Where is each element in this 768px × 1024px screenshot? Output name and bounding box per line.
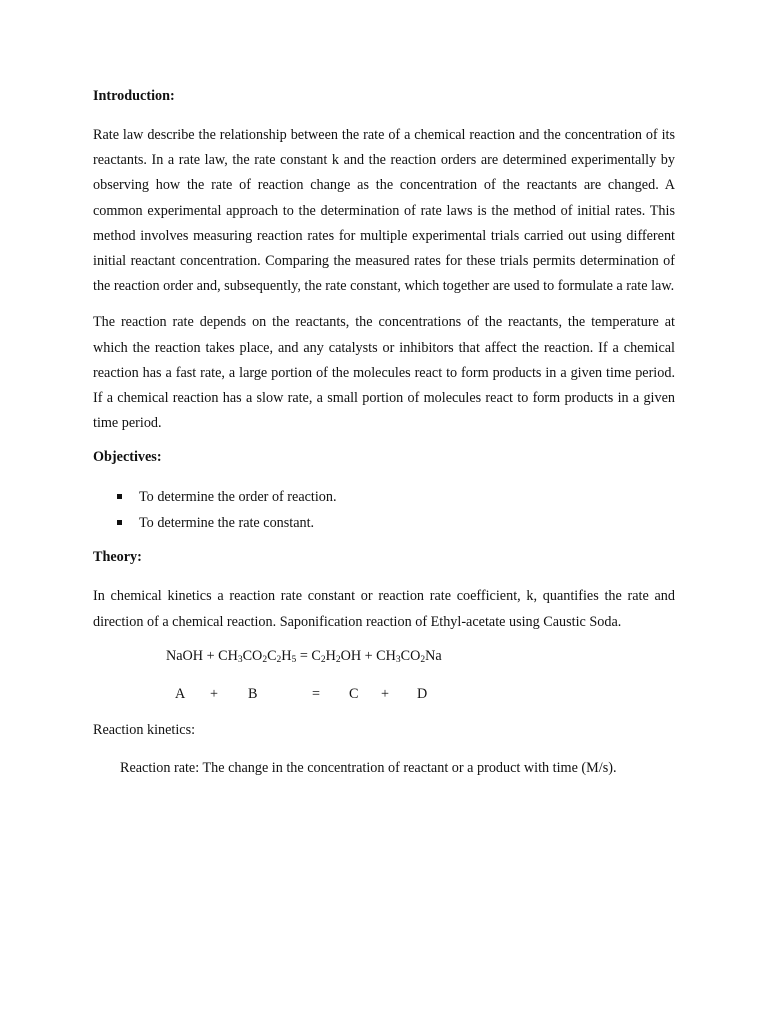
reaction-letters bbox=[93, 684, 675, 704]
introduction-paragraph-2: The reaction rate depends on the reactants, the concentrations of the reactants, the temperature at which the reaction takes place, and any catalysts or inhibitors that affect the reaction. If a chemical reaction has a fast rate, a large portion of the molecules react to form products in a given time period. If a chemical reaction has a slow rate, a small portion of molecules react to form products in a given time period. bbox=[93, 314, 675, 432]
plus-sign: + bbox=[210, 685, 219, 702]
introduction-paragraph-1: Rate law describe the relationship between the rate of a chemical reaction and the concentration of its reactants. In a rate law, the rate constant k and the reaction orders are determined experimentally by observing how the rate of reaction change as the concentration of the reactants are changed. A common experimental approach to the determination of rate laws is the method of initial rates. This method involves measuring reaction rates for multiple experimental trials carried out using different initial reactant concentration. Comparing the measured rates for these trials permits determination of the reaction order and, subsequently, the rate constant, which together are used to formulate a rate law. bbox=[93, 127, 675, 295]
equals-sign: = bbox=[312, 685, 321, 702]
letter-d: D bbox=[417, 685, 428, 702]
objective-item bbox=[93, 510, 675, 536]
letter-c: C bbox=[349, 685, 359, 702]
theory-heading: Theory: bbox=[93, 549, 142, 566]
objective-text: To determine the rate constant. bbox=[139, 515, 315, 532]
letter-b: B bbox=[248, 685, 258, 702]
reaction-kinetics-label: Reaction kinetics: bbox=[93, 721, 196, 738]
square-bullet-icon bbox=[117, 494, 122, 499]
objectives-list bbox=[93, 484, 675, 536]
saponification-equation: NaOH + $CH_3CO_2C_2H_5 = C_2H_2OH + CH_3CO_2Na$ bbox=[166, 647, 442, 665]
square-bullet-icon bbox=[117, 520, 122, 525]
theory-paragraph: In chemical kinetics a reaction rate constant or reaction rate coefficient, k, quantifies the rate and direction of a chemical reaction. Saponification reaction of Ethyl-acetate using Caustic Soda. bbox=[93, 588, 675, 630]
letter-a: A bbox=[175, 685, 186, 702]
plus-sign: + bbox=[381, 685, 390, 702]
objective-text: To determine the order of reaction. bbox=[139, 489, 337, 506]
objective-item bbox=[93, 484, 675, 510]
objectives-heading: Objectives: bbox=[93, 449, 162, 466]
reaction-rate-definition: Reaction rate: The change in the concentration of reactant or a product with time (M/s). bbox=[120, 759, 617, 776]
introduction-heading: Introduction: bbox=[93, 88, 175, 104]
